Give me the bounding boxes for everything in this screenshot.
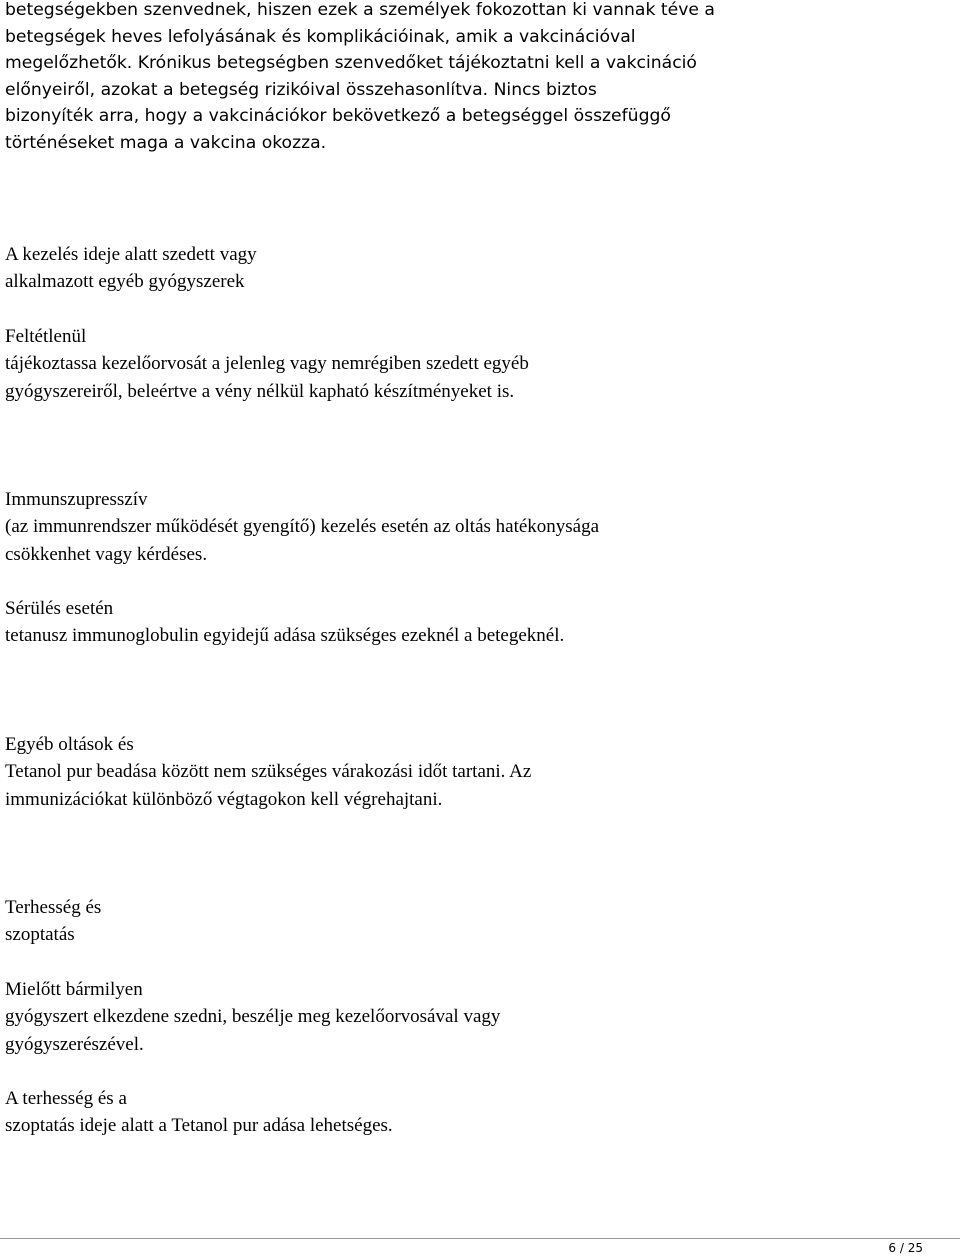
text-line: betegségek heves lefolyásának és komplikációinak, amik a vakcinációval bbox=[5, 26, 636, 47]
text-line: szoptatás bbox=[5, 924, 75, 946]
text-line: Mielőtt bármilyen bbox=[5, 979, 143, 1000]
text-line: történéseket maga a vakcina okozza. bbox=[5, 132, 327, 153]
text-line: alkalmazott egyéb gyógyszerek bbox=[5, 271, 245, 293]
text-line: Feltétlenül bbox=[5, 326, 87, 347]
section-heading-pregnancy bbox=[5, 894, 945, 949]
text-line: megelőzhetők. Krónikus betegségben szenvedőket tájékoztatni kell a vakcináció bbox=[5, 53, 697, 73]
page-number: 6 / 25 bbox=[888, 1241, 923, 1255]
paragraph-immunosuppressive bbox=[5, 486, 945, 568]
paragraph-injury bbox=[5, 595, 945, 650]
text-line: A kezelés ideje alatt szedett vagy bbox=[5, 244, 257, 265]
text-line: tájékoztassa kezelőorvosát a jelenleg vagy nemrégiben szedett egyéb bbox=[5, 353, 529, 375]
text-line: immunizációkat különböző végtagokon kell végrehajtani. bbox=[5, 788, 443, 810]
section-heading-other-medicines bbox=[5, 241, 945, 296]
paragraph-other-vaccinations bbox=[5, 731, 945, 813]
text-line: előnyeiről, azokat a betegség rizikóival összehasonlítva. Nincs biztos bbox=[5, 79, 597, 100]
text-line: bizonyíték arra, hogy a vakcinációkor bekövetkező a betegséggel összefüggő bbox=[5, 106, 671, 126]
text-line: Sérülés esetén bbox=[5, 598, 114, 619]
text-line: gyógyszert elkezdene szedni, beszélje meg kezelőorvosával vagy bbox=[5, 1006, 501, 1028]
text-line: A terhesség és a bbox=[5, 1088, 127, 1109]
text-line: tetanusz immunoglobulin egyidejű adása szükséges ezeknél a betegeknél. bbox=[5, 625, 565, 647]
paragraph-pregnancy-use bbox=[5, 1085, 945, 1140]
text-line: Egyéb oltások és bbox=[5, 734, 134, 755]
text-line: szoptatás ideje alatt a Tetanol pur adása lehetséges. bbox=[5, 1115, 393, 1137]
text-line: gyógyszerészével. bbox=[5, 1033, 144, 1055]
paragraph-before-medicine bbox=[5, 976, 945, 1058]
text-line: Immunszupresszív bbox=[5, 489, 148, 510]
paragraph-inform-doctor bbox=[5, 323, 945, 405]
text-line: (az immunrendszer működését gyengítő) kezelés esetén az oltás hatékonysága bbox=[5, 516, 600, 538]
text-line: betegségekben szenvednek, hiszen ezek a személyek fokozottan ki vannak téve a bbox=[5, 0, 715, 20]
text-line: Terhesség és bbox=[5, 897, 102, 918]
footer-divider bbox=[0, 1238, 960, 1239]
text-line: gyógyszereiről, beleértve a vény nélkül kapható készítményeket is. bbox=[5, 380, 515, 402]
text-line: csökkenhet vagy kérdéses. bbox=[5, 543, 208, 565]
intro-paragraph bbox=[5, 0, 945, 156]
text-line: Tetanol pur beadása között nem szükséges várakozási időt tartani. Az bbox=[5, 761, 532, 783]
